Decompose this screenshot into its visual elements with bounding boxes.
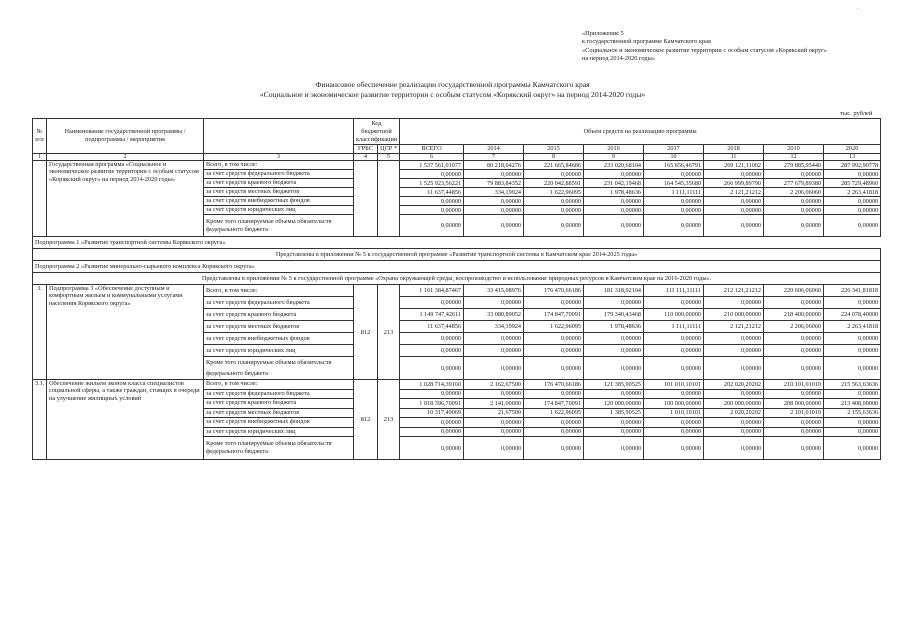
year-value: 2 206,06060 — [764, 188, 824, 197]
year-value: 0,00000 — [764, 206, 824, 215]
year-value: 176 470,66186 — [524, 285, 584, 297]
year-value: 287 992,90778 — [824, 161, 881, 170]
year-value: 0,00000 — [704, 345, 764, 357]
funding-source: за счет средств федерального бюджета — [204, 297, 354, 309]
funding-source: Кроме того планируемые объемы обязательств федерального бюджета — [204, 215, 354, 237]
funding-source: за счет средств федерального бюджета — [204, 170, 354, 179]
year-value: 0,00000 — [464, 206, 524, 215]
year-value: 0,00000 — [644, 389, 704, 399]
year-value: 0,00000 — [704, 357, 764, 380]
year-value: 2 155,63636 — [824, 408, 881, 418]
year-value: 213 408,00000 — [824, 399, 881, 409]
year-value: 0,00000 — [764, 437, 824, 460]
year-value: 0,00000 — [584, 297, 644, 309]
subprogram-1 — [33, 237, 881, 261]
year-value: 0,00000 — [644, 197, 704, 206]
year-value: 120 000,00000 — [584, 399, 644, 409]
year-value: 0,00000 — [644, 345, 704, 357]
year-value: 0,00000 — [764, 197, 824, 206]
year-value: 0,00000 — [704, 206, 764, 215]
year-value: 79 883,84352 — [464, 179, 524, 188]
year-value: 0,00000 — [824, 170, 881, 179]
year-value: 2 101,01010 — [764, 408, 824, 418]
funding-row — [33, 161, 881, 170]
year-value: 0,00000 — [464, 389, 524, 399]
subprogram-title: Подпрограмма 2 «Развитие минерально-сырьевого комплекса Корякского округа» — [33, 261, 881, 273]
year-value: 0,00000 — [524, 427, 584, 437]
header-year: 2020 — [824, 145, 881, 154]
total-value: 0,00000 — [400, 333, 464, 345]
year-value: 0,00000 — [464, 215, 524, 237]
year-value: 0,00000 — [824, 427, 881, 437]
year-value: 0,00000 — [524, 437, 584, 460]
year-value: 208 000,00000 — [764, 399, 824, 409]
year-value: 1 111,11111 — [644, 321, 704, 333]
year-value: 1 111,11111 — [644, 188, 704, 197]
year-value: 2 263,41818 — [824, 188, 881, 197]
appendix-line: на период 2014-2020 годы» — [582, 55, 656, 63]
units-label: тыс. рублей — [840, 110, 873, 117]
year-value: 0,00000 — [644, 427, 704, 437]
year-value: 1 622,96095 — [524, 408, 584, 418]
total-value: 0,00000 — [400, 215, 464, 237]
year-value: 0,00000 — [824, 437, 881, 460]
year-value: 100 000,00000 — [644, 399, 704, 409]
col-number: 11 — [704, 154, 764, 161]
year-value: 0,00000 — [464, 418, 524, 428]
header-csr: ЦСР * — [378, 145, 400, 154]
col-number: 4 — [354, 154, 378, 161]
header-year: 2017 — [644, 145, 704, 154]
year-value: 0,00000 — [464, 197, 524, 206]
year-value: 0,00000 — [584, 197, 644, 206]
year-value: 0,00000 — [464, 170, 524, 179]
year-value: 0,00000 — [464, 333, 524, 345]
year-value: 0,00000 — [644, 215, 704, 237]
year-value: 0,00000 — [644, 357, 704, 380]
year-value: 0,00000 — [584, 345, 644, 357]
year-value: 0,00000 — [644, 170, 704, 179]
header-budget-class: Код бюджетной классификации — [354, 119, 400, 145]
funding-source: за счет средств внебюджетных фондов — [204, 418, 354, 428]
total-value: 1 537 561,01077 — [400, 161, 464, 170]
total-value: 1 149 747,42611 — [400, 309, 464, 321]
year-value: 0,00000 — [764, 357, 824, 380]
year-value: 1 385,90525 — [584, 408, 644, 418]
grbs-code: 812 — [354, 285, 378, 380]
year-value: 224 078,40000 — [824, 309, 881, 321]
year-value: 181 318,92104 — [584, 285, 644, 297]
subprogram-note: Представлены в приложении № 5 к государственной программе «Развитие транспортной системы в Камчатском крае 2014-2025 годы» — [33, 249, 881, 261]
financing-table — [32, 118, 881, 460]
total-value: 0,00000 — [400, 418, 464, 428]
year-value: 0,00000 — [764, 389, 824, 399]
year-value: 0,00000 — [524, 333, 584, 345]
year-value: 80 218,04276 — [464, 161, 524, 170]
funding-source: за счет средств краевого бюджета — [204, 399, 354, 409]
appendix-line: к государственной программе Камчатского края — [582, 38, 711, 46]
funding-source: за счет средств внебюджетных фондов — [204, 197, 354, 206]
funding-source: Кроме того планируемые объемы обязательств федерального бюджета — [204, 357, 354, 380]
year-value: 0,00000 — [524, 215, 584, 237]
year-value: 2 162,67500 — [464, 380, 524, 390]
total-value: 0,00000 — [400, 437, 464, 460]
col-number: 10 — [644, 154, 704, 161]
appendix-line: «Приложение 5 — [582, 30, 624, 37]
col-number: 8 — [524, 154, 584, 161]
appendix-note — [582, 30, 892, 64]
grbs-code — [354, 161, 378, 237]
funding-source: за счет средств краевого бюджета — [204, 179, 354, 188]
year-value: 101 010,10101 — [644, 380, 704, 390]
year-value: 0,00000 — [824, 333, 881, 345]
year-value: 0,00000 — [824, 297, 881, 309]
year-value: 0,00000 — [584, 206, 644, 215]
year-value: 226 341,81818 — [824, 285, 881, 297]
year-value: 0,00000 — [644, 437, 704, 460]
year-value: 1 978,48636 — [584, 188, 644, 197]
year-value: 0,00000 — [584, 215, 644, 237]
row-number: 3.1. — [33, 380, 47, 460]
header-name: Наименование государственной программы / подпрограммы / мероприятия — [47, 119, 204, 154]
year-value: 0,00000 — [644, 206, 704, 215]
year-value: 0,00000 — [764, 215, 824, 237]
document-title — [0, 80, 905, 100]
year-value: 0,00000 — [824, 345, 881, 357]
csr-code: 213 — [378, 285, 400, 380]
col-number: 3 — [204, 154, 354, 161]
year-value: 2 121,21212 — [704, 321, 764, 333]
year-value: 0,00000 — [764, 297, 824, 309]
year-value: 2 020,20202 — [704, 408, 764, 418]
total-value: 11 637,44856 — [400, 321, 464, 333]
year-value: 176 470,66186 — [524, 380, 584, 390]
year-value: 1 010,10101 — [644, 408, 704, 418]
funding-source: Всего, в том числе: — [204, 380, 354, 390]
year-value: 220 042,88591 — [524, 179, 584, 188]
year-value: 0,00000 — [524, 418, 584, 428]
year-value: 0,00000 — [824, 206, 881, 215]
year-value: 1 978,48636 — [584, 321, 644, 333]
year-value: 0,00000 — [584, 437, 644, 460]
year-value: 0,00000 — [824, 418, 881, 428]
total-value: 0,00000 — [400, 206, 464, 215]
funding-row — [33, 380, 881, 390]
subprogram-2 — [33, 261, 881, 285]
year-value: 200 000,00000 — [704, 399, 764, 409]
year-value: 0,00000 — [524, 206, 584, 215]
year-value: 0,00000 — [704, 215, 764, 237]
year-value: 231 042,19468 — [584, 179, 644, 188]
total-value: 0,00000 — [400, 297, 464, 309]
total-value: 0,00000 — [400, 170, 464, 179]
col-number: 9 — [584, 154, 644, 161]
year-value: 218 400,00000 — [764, 309, 824, 321]
year-value: 0,00000 — [764, 345, 824, 357]
total-value: 11 637,44856 — [400, 188, 464, 197]
year-value: 269 121,11002 — [704, 161, 764, 170]
year-value: 1 622,96095 — [524, 321, 584, 333]
col-number: 13 — [824, 154, 881, 161]
year-value: 165 656,46791 — [644, 161, 704, 170]
year-value: 110 000,00000 — [644, 309, 704, 321]
subprogram-note: Представлены в приложении № 5 к государственной программе «Охрана окружающей среды, воспроизводство и использование природных ресурсов в Камчатском крае на 2016-2020 годы». — [33, 273, 881, 285]
year-value: 0,00000 — [464, 437, 524, 460]
total-value: 0,00000 — [400, 345, 464, 357]
col-number: 6 — [400, 154, 464, 161]
funding-source: за счет средств юридических лиц — [204, 206, 354, 215]
year-value: 0,00000 — [704, 389, 764, 399]
year-value: 334,19924 — [464, 321, 524, 333]
year-value: 121 385,90525 — [584, 380, 644, 390]
total-value: 10 317,49069 — [400, 408, 464, 418]
year-value: 0,00000 — [524, 345, 584, 357]
year-value: 0,00000 — [704, 197, 764, 206]
funding-source: за счет средств краевого бюджета — [204, 309, 354, 321]
header-volume: Объем средств на реализацию программы — [400, 119, 881, 145]
year-value: 0,00000 — [524, 197, 584, 206]
column-number-row — [33, 154, 881, 161]
year-value: 2 141,00000 — [464, 399, 524, 409]
funding-source: за счет средств внебюджетных фондов — [204, 333, 354, 345]
total-value: 1 018 396,70091 — [400, 399, 464, 409]
year-value: 0,00000 — [704, 297, 764, 309]
funding-source: Всего, в том числе: — [204, 161, 354, 170]
total-value: 0,00000 — [400, 197, 464, 206]
funding-source: за счет средств местных бюджетов — [204, 188, 354, 197]
title-line: «Социальное и экономическое развитие территории с особым статусом «Корякский округ» на период 2014-2020 годы» — [259, 90, 646, 99]
year-value: 0,00000 — [644, 333, 704, 345]
year-value: 0,00000 — [584, 333, 644, 345]
header-year: 2015 — [524, 145, 584, 154]
year-value: 0,00000 — [644, 297, 704, 309]
year-value: 210 101,01010 — [764, 380, 824, 390]
year-value: 212 121,21212 — [704, 285, 764, 297]
measure-3-1-block — [33, 380, 881, 460]
year-value: 0,00000 — [584, 389, 644, 399]
subprogram-title: Подпрограмма 1 «Развитие транспортной системы Корякского округа» — [33, 237, 881, 249]
year-value: 0,00000 — [464, 297, 524, 309]
year-value: 0,00000 — [824, 357, 881, 380]
total-value: 0,00000 — [400, 427, 464, 437]
appendix-line: «Социальное и экономическое развитие территории с особым статусом «Корякский округ» — [582, 46, 827, 54]
funding-source: за счет средств федерального бюджета — [204, 389, 354, 399]
year-value: 2 121,21212 — [704, 188, 764, 197]
year-value: 233 020,68104 — [584, 161, 644, 170]
header-num: № п/п — [33, 119, 47, 154]
year-value: 0,00000 — [764, 427, 824, 437]
header-year: 2014 — [464, 145, 524, 154]
year-value: 0,00000 — [824, 197, 881, 206]
year-value: 0,00000 — [704, 170, 764, 179]
col-number: 5 — [378, 154, 400, 161]
year-value: 0,00000 — [524, 170, 584, 179]
year-value: 0,00000 — [704, 418, 764, 428]
year-value: 0,00000 — [584, 357, 644, 380]
col-number: 1 — [33, 154, 47, 161]
year-value: 0,00000 — [704, 427, 764, 437]
year-value: 0,00000 — [464, 345, 524, 357]
year-value: 1 622,96095 — [524, 188, 584, 197]
funding-source: за счет средств местных бюджетов — [204, 321, 354, 333]
year-value: 0,00000 — [524, 357, 584, 380]
total-value: 0,00000 — [400, 357, 464, 380]
year-value: 0,00000 — [764, 170, 824, 179]
year-value: 0,00000 — [644, 418, 704, 428]
year-value: 21,67500 — [464, 408, 524, 418]
total-value: 1 028 714,39160 — [400, 380, 464, 390]
year-value: 210 000,00000 — [704, 309, 764, 321]
grbs-code: 812 — [354, 380, 378, 460]
year-value: 2 206,06060 — [764, 321, 824, 333]
year-value: 277 679,89380 — [764, 179, 824, 188]
year-value: 164 545,35680 — [644, 179, 704, 188]
year-value: 221 665,84686 — [524, 161, 584, 170]
program-block — [33, 161, 881, 237]
header-total: ВСЕГО — [400, 145, 464, 154]
year-value: 0,00000 — [824, 389, 881, 399]
header-year: 2018 — [704, 145, 764, 154]
program-name: Обеспечение жильем эконом класса специалистов социальной сферы, а также граждан, стоящих в очереди на улучшение жилищных условий — [47, 380, 204, 460]
total-value: 1 161 384,87467 — [400, 285, 464, 297]
year-value: 266 999,89790 — [704, 179, 764, 188]
program-name: Подпрограмма 3 «Обеспечение доступным и комфортным жильем и коммунальными услугами населения Корякского округа» — [47, 285, 204, 380]
year-value: 279 885,95440 — [764, 161, 824, 170]
program-name: Государственная программа «Социальное и экономическое развитие территории с особым статусом «Корякский округ» на период 2014-2020 годы» — [47, 161, 204, 237]
year-value: 285 729,48960 — [824, 179, 881, 188]
header-year: 2019 — [764, 145, 824, 154]
funding-source: за счет средств местных бюджетов — [204, 408, 354, 418]
row-number: 3. — [33, 285, 47, 380]
row-number — [33, 161, 47, 237]
year-value: 33 415,08976 — [464, 285, 524, 297]
header-grbs: ГРБС — [354, 145, 378, 154]
header-source — [204, 119, 354, 154]
year-value: 215 563,63636 — [824, 380, 881, 390]
funding-source: Всего, в том числе: — [204, 285, 354, 297]
year-value: 0,00000 — [464, 357, 524, 380]
col-number: 7 — [464, 154, 524, 161]
col-number: 2 — [47, 154, 204, 161]
year-value: 0,00000 — [584, 418, 644, 428]
year-value: 0,00000 — [764, 418, 824, 428]
funding-source: Кроме того планируемые объемы обязательств федерального бюджета — [204, 437, 354, 460]
year-value: 174 847,70091 — [524, 309, 584, 321]
year-value: 0,00000 — [524, 297, 584, 309]
year-value: 0,00000 — [464, 427, 524, 437]
header-year: 2016 — [584, 145, 644, 154]
year-value: 2 263,41818 — [824, 321, 881, 333]
total-value: 0,00000 — [400, 389, 464, 399]
total-value: 1 525 923,56221 — [400, 179, 464, 188]
csr-code: 213 — [378, 380, 400, 460]
subprogram-3-block — [33, 285, 881, 380]
year-value: 0,00000 — [524, 389, 584, 399]
year-value: 0,00000 — [584, 427, 644, 437]
funding-source: за счет средств юридических лиц — [204, 345, 354, 357]
title-line: Финансовое обеспечение реализации государственной программы Камчатского края — [315, 80, 590, 89]
year-value: 0,00000 — [584, 170, 644, 179]
year-value: 0,00000 — [704, 333, 764, 345]
funding-row — [33, 285, 881, 297]
year-value: 0,00000 — [824, 215, 881, 237]
year-value: 111 111,11111 — [644, 285, 704, 297]
year-value: 220 606,06060 — [764, 285, 824, 297]
year-value: 202 020,20202 — [704, 380, 764, 390]
year-value: 179 340,43468 — [584, 309, 644, 321]
year-value: 174 847,70091 — [524, 399, 584, 409]
year-value: 334,19924 — [464, 188, 524, 197]
year-value: 0,00000 — [764, 333, 824, 345]
year-value: 33 080,89052 — [464, 309, 524, 321]
col-number: 12 — [764, 154, 824, 161]
csr-code — [378, 161, 400, 237]
year-value: 0,00000 — [704, 437, 764, 460]
funding-source: за счет средств юридических лиц — [204, 427, 354, 437]
scan-artifact: " . — [857, 8, 863, 14]
